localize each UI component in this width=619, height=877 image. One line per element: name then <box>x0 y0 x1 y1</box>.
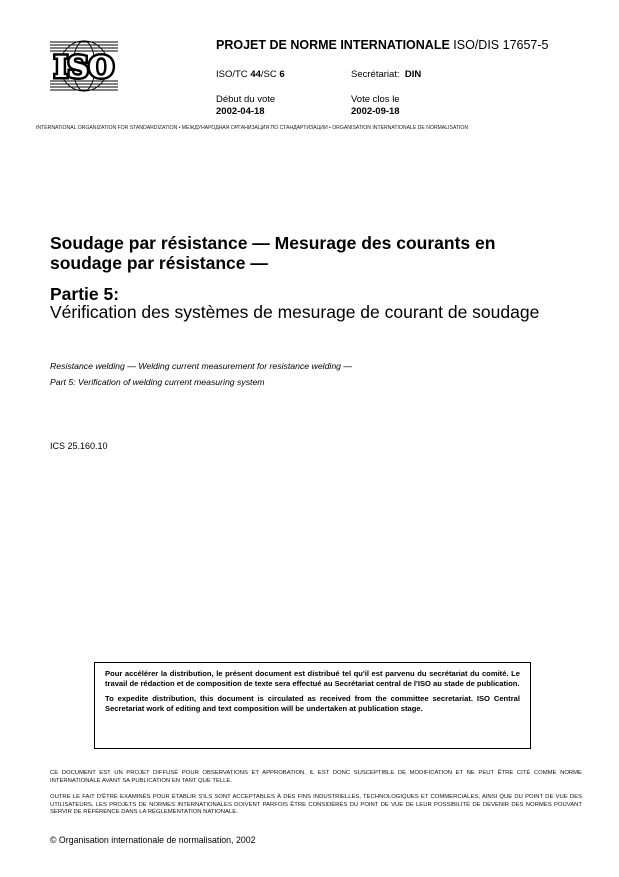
organization-names: INTERNATIONAL ORGANIZATION FOR STANDARDIZATION • МЕЖДУНАРОДНАЯ ОРГАНИЗАЦИЯ ПО СТАНДАРТИЗАЦИИ • ORGANISATION INTERNATIONALE DE NORMALISATION <box>36 125 469 131</box>
main-title: Soudage par résistance — Mesurage des courants en soudage par résistance — <box>50 233 496 273</box>
english-title-line2: Part 5: Verification of welding current measuring system <box>50 377 265 387</box>
disclaimer-reference: OUTRE LE FAIT D'ÊTRE EXAMINÉS POUR ÉTABLIR S'ILS SONT ACCEPTABLES À DES FINS INDUSTRIELLES, TECHNOLOGIQUES ET COMMERCIALES, AINSI QUE DU POINT DE VUE DES UTILISATEURS, LES PROJETS DE NORMES INTERNATIONALES DOIVENT PARFOIS ÊTRE CONSIDÉRÉS DU POINT DE VUE DE LEUR POSSIBILITÉ DE DEVENIR DES NORMES POUVANT SERVIR DE RÉFÉRENCE DANS LA RÉGLEMENTATION NATIONALE. <box>50 794 582 816</box>
vote-end-label: Vote clos le <box>351 94 400 105</box>
committee: ISO/TC 44/SC 6 <box>216 69 285 80</box>
part-subtitle: Vérification des systèmes de mesurage de courant de soudage <box>50 302 540 322</box>
svg-text:ISO: ISO <box>54 50 114 84</box>
iso-logo <box>49 40 119 92</box>
distribution-notice-box <box>94 662 531 749</box>
english-title-line1: Resistance welding — Welding current measurement for resistance welding — <box>50 361 353 371</box>
secretariat: Secrétariat: DIN <box>351 69 422 80</box>
notice-french: Pour accélérer la distribution, le présent document est distribué tel qu'il est parvenu du secrétariat du comité. Le travail de rédaction et de composition de texte sera effectué au Secrétariat central de l'ISO au stade de publication. <box>105 669 520 688</box>
document-type-title: PROJET DE NORME INTERNATIONALE ISO/DIS 17657-5 <box>216 38 549 52</box>
notice-english: To expedite distribution, this document is circulated as received from the committee secretariat. ISO Central Secretariat work of editing and text composition will be undertaken at publication stage. <box>105 694 520 713</box>
ics-code: ICS 25.160.10 <box>50 441 108 451</box>
part-number: Partie 5: <box>50 284 120 304</box>
vote-end-date: 2002-09-18 <box>351 106 400 117</box>
copyright: © Organisation internationale de normalisation, 2002 <box>50 835 256 845</box>
vote-start-label: Début du vote <box>216 94 276 105</box>
vote-start-date: 2002-04-18 <box>216 106 265 117</box>
disclaimer-draft: CE DOCUMENT EST UN PROJET DIFFUSÉ POUR OBSERVATIONS ET APPROBATION. IL EST DONC SUSCEPTIBLE DE MODIFICATION ET NE PEUT ÊTRE CITÉ COMME NORME INTERNATIONALE AVANT SA PUBLICATION EN TANT QUE TELLE. <box>50 770 582 784</box>
